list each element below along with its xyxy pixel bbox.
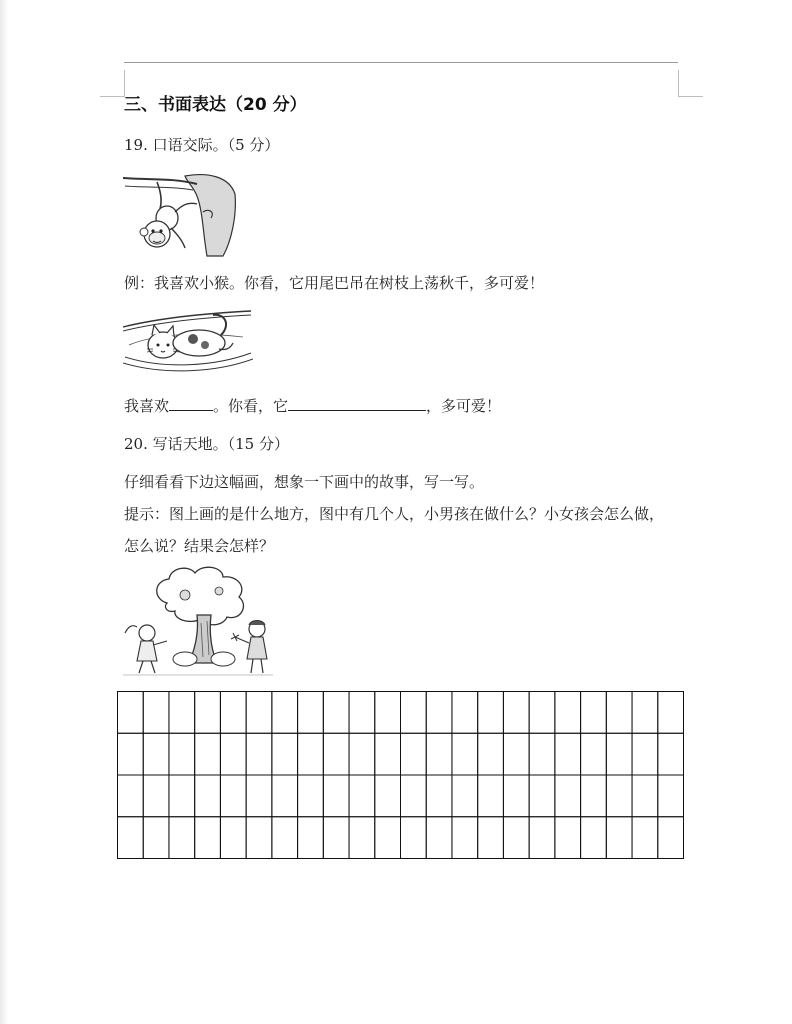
grid-cell[interactable] xyxy=(658,733,684,775)
grid-cell[interactable] xyxy=(298,692,324,734)
monkey-illustration xyxy=(123,172,237,258)
grid-cell[interactable] xyxy=(632,817,658,859)
grid-cell[interactable] xyxy=(195,775,221,817)
grid-cell[interactable] xyxy=(658,817,684,859)
grid-cell[interactable] xyxy=(581,733,607,775)
grid-cell[interactable] xyxy=(606,692,632,734)
writing-grid[interactable] xyxy=(117,691,684,859)
grid-cell[interactable] xyxy=(169,692,195,734)
grid-cell[interactable] xyxy=(632,692,658,734)
grid-cell[interactable] xyxy=(529,817,555,859)
cat-illustration xyxy=(123,305,253,373)
fill-part-2: 。你看，它 xyxy=(213,397,289,415)
grid-cell[interactable] xyxy=(118,733,144,775)
grid-cell[interactable] xyxy=(581,775,607,817)
grid-cell[interactable] xyxy=(452,692,478,734)
fill-part-3: ，多可爱！ xyxy=(426,397,502,415)
grid-cell[interactable] xyxy=(143,733,169,775)
grid-cell[interactable] xyxy=(195,692,221,734)
grid-cell[interactable] xyxy=(169,733,195,775)
q20-hint-line1: 提示：图上画的是什么地方，图中有几个人，小男孩在做什么？小女孩会怎么做， xyxy=(124,505,665,523)
grid-cell[interactable] xyxy=(272,775,298,817)
grid-cell[interactable] xyxy=(555,692,581,734)
grid-cell[interactable] xyxy=(323,733,349,775)
grid-cell[interactable] xyxy=(503,817,529,859)
crop-mark-left xyxy=(100,70,125,97)
grid-cell[interactable] xyxy=(323,692,349,734)
grid-cell[interactable] xyxy=(143,817,169,859)
grid-cell[interactable] xyxy=(143,692,169,734)
grid-cell[interactable] xyxy=(478,775,504,817)
grid-cell[interactable] xyxy=(246,775,272,817)
grid-cell[interactable] xyxy=(272,733,298,775)
grid-cell[interactable] xyxy=(375,817,401,859)
grid-cell[interactable] xyxy=(529,775,555,817)
grid-cell[interactable] xyxy=(401,692,427,734)
grid-cell[interactable] xyxy=(195,817,221,859)
page-left-shadow xyxy=(0,0,8,1024)
grid-cell[interactable] xyxy=(246,692,272,734)
grid-cell[interactable] xyxy=(452,775,478,817)
grid-cell[interactable] xyxy=(118,775,144,817)
grid-cell[interactable] xyxy=(503,692,529,734)
grid-cell[interactable] xyxy=(220,775,246,817)
grid-cell[interactable] xyxy=(478,733,504,775)
grid-cell[interactable] xyxy=(426,733,452,775)
grid-cell[interactable] xyxy=(606,733,632,775)
grid-cell[interactable] xyxy=(349,692,375,734)
q20-instruction: 仔细看看下边这幅画，想象一下画中的故事，写一写。 xyxy=(124,473,485,491)
grid-cell[interactable] xyxy=(452,733,478,775)
grid-cell[interactable] xyxy=(529,733,555,775)
section-heading: 三、书面表达（20 分） xyxy=(124,95,307,115)
grid-cell[interactable] xyxy=(478,817,504,859)
grid-cell[interactable] xyxy=(220,817,246,859)
grid-cell[interactable] xyxy=(375,775,401,817)
grid-cell[interactable] xyxy=(349,775,375,817)
grid-cell[interactable] xyxy=(246,817,272,859)
grid-cell[interactable] xyxy=(220,733,246,775)
grid-cell[interactable] xyxy=(375,692,401,734)
grid-cell[interactable] xyxy=(555,733,581,775)
grid-cell[interactable] xyxy=(298,775,324,817)
q19-example: 例：我喜欢小猴。你看，它用尾巴吊在树枝上荡秋千，多可爱！ xyxy=(124,274,545,292)
grid-cell[interactable] xyxy=(272,692,298,734)
grid-cell[interactable] xyxy=(401,817,427,859)
grid-cell[interactable] xyxy=(658,775,684,817)
grid-cell[interactable] xyxy=(169,817,195,859)
grid-cell[interactable] xyxy=(118,692,144,734)
grid-cell[interactable] xyxy=(426,692,452,734)
tree-children-illustration xyxy=(123,563,273,679)
grid-cell[interactable] xyxy=(632,733,658,775)
grid-cell[interactable] xyxy=(503,775,529,817)
q19-fill-sentence xyxy=(124,395,501,416)
grid-cell[interactable] xyxy=(632,775,658,817)
grid-cell[interactable] xyxy=(452,817,478,859)
grid-cell[interactable] xyxy=(272,817,298,859)
grid-cell[interactable] xyxy=(169,775,195,817)
grid-cell[interactable] xyxy=(529,692,555,734)
grid-cell[interactable] xyxy=(349,817,375,859)
grid-cell[interactable] xyxy=(401,775,427,817)
grid-cell[interactable] xyxy=(555,775,581,817)
grid-cell[interactable] xyxy=(323,775,349,817)
grid-cell[interactable] xyxy=(581,817,607,859)
fill-blank-action[interactable] xyxy=(288,395,426,411)
grid-cell[interactable] xyxy=(349,733,375,775)
grid-cell[interactable] xyxy=(606,775,632,817)
grid-cell[interactable] xyxy=(298,817,324,859)
grid-cell[interactable] xyxy=(401,733,427,775)
grid-cell[interactable] xyxy=(555,817,581,859)
grid-cell[interactable] xyxy=(118,817,144,859)
grid-cell[interactable] xyxy=(606,817,632,859)
grid-cell[interactable] xyxy=(375,733,401,775)
grid-cell[interactable] xyxy=(658,692,684,734)
grid-cell[interactable] xyxy=(426,775,452,817)
crop-mark-right xyxy=(678,70,703,97)
grid-cell[interactable] xyxy=(220,692,246,734)
grid-cell[interactable] xyxy=(478,692,504,734)
q19-title: 19. 口语交际。（5 分） xyxy=(124,136,280,154)
grid-cell[interactable] xyxy=(143,775,169,817)
q20-title: 20. 写话天地。（15 分） xyxy=(124,435,289,453)
grid-cell[interactable] xyxy=(581,692,607,734)
grid-cell[interactable] xyxy=(323,817,349,859)
page-header-rule xyxy=(124,62,678,63)
grid-cell[interactable] xyxy=(503,733,529,775)
grid-cell[interactable] xyxy=(195,733,221,775)
fill-part-1: 我喜欢 xyxy=(124,397,170,415)
fill-blank-animal[interactable] xyxy=(169,395,213,411)
grid-cell[interactable] xyxy=(246,733,272,775)
grid-cell[interactable] xyxy=(426,817,452,859)
q20-hint-line2: 怎么说？结果会怎样？ xyxy=(124,537,275,555)
grid-cell[interactable] xyxy=(298,733,324,775)
